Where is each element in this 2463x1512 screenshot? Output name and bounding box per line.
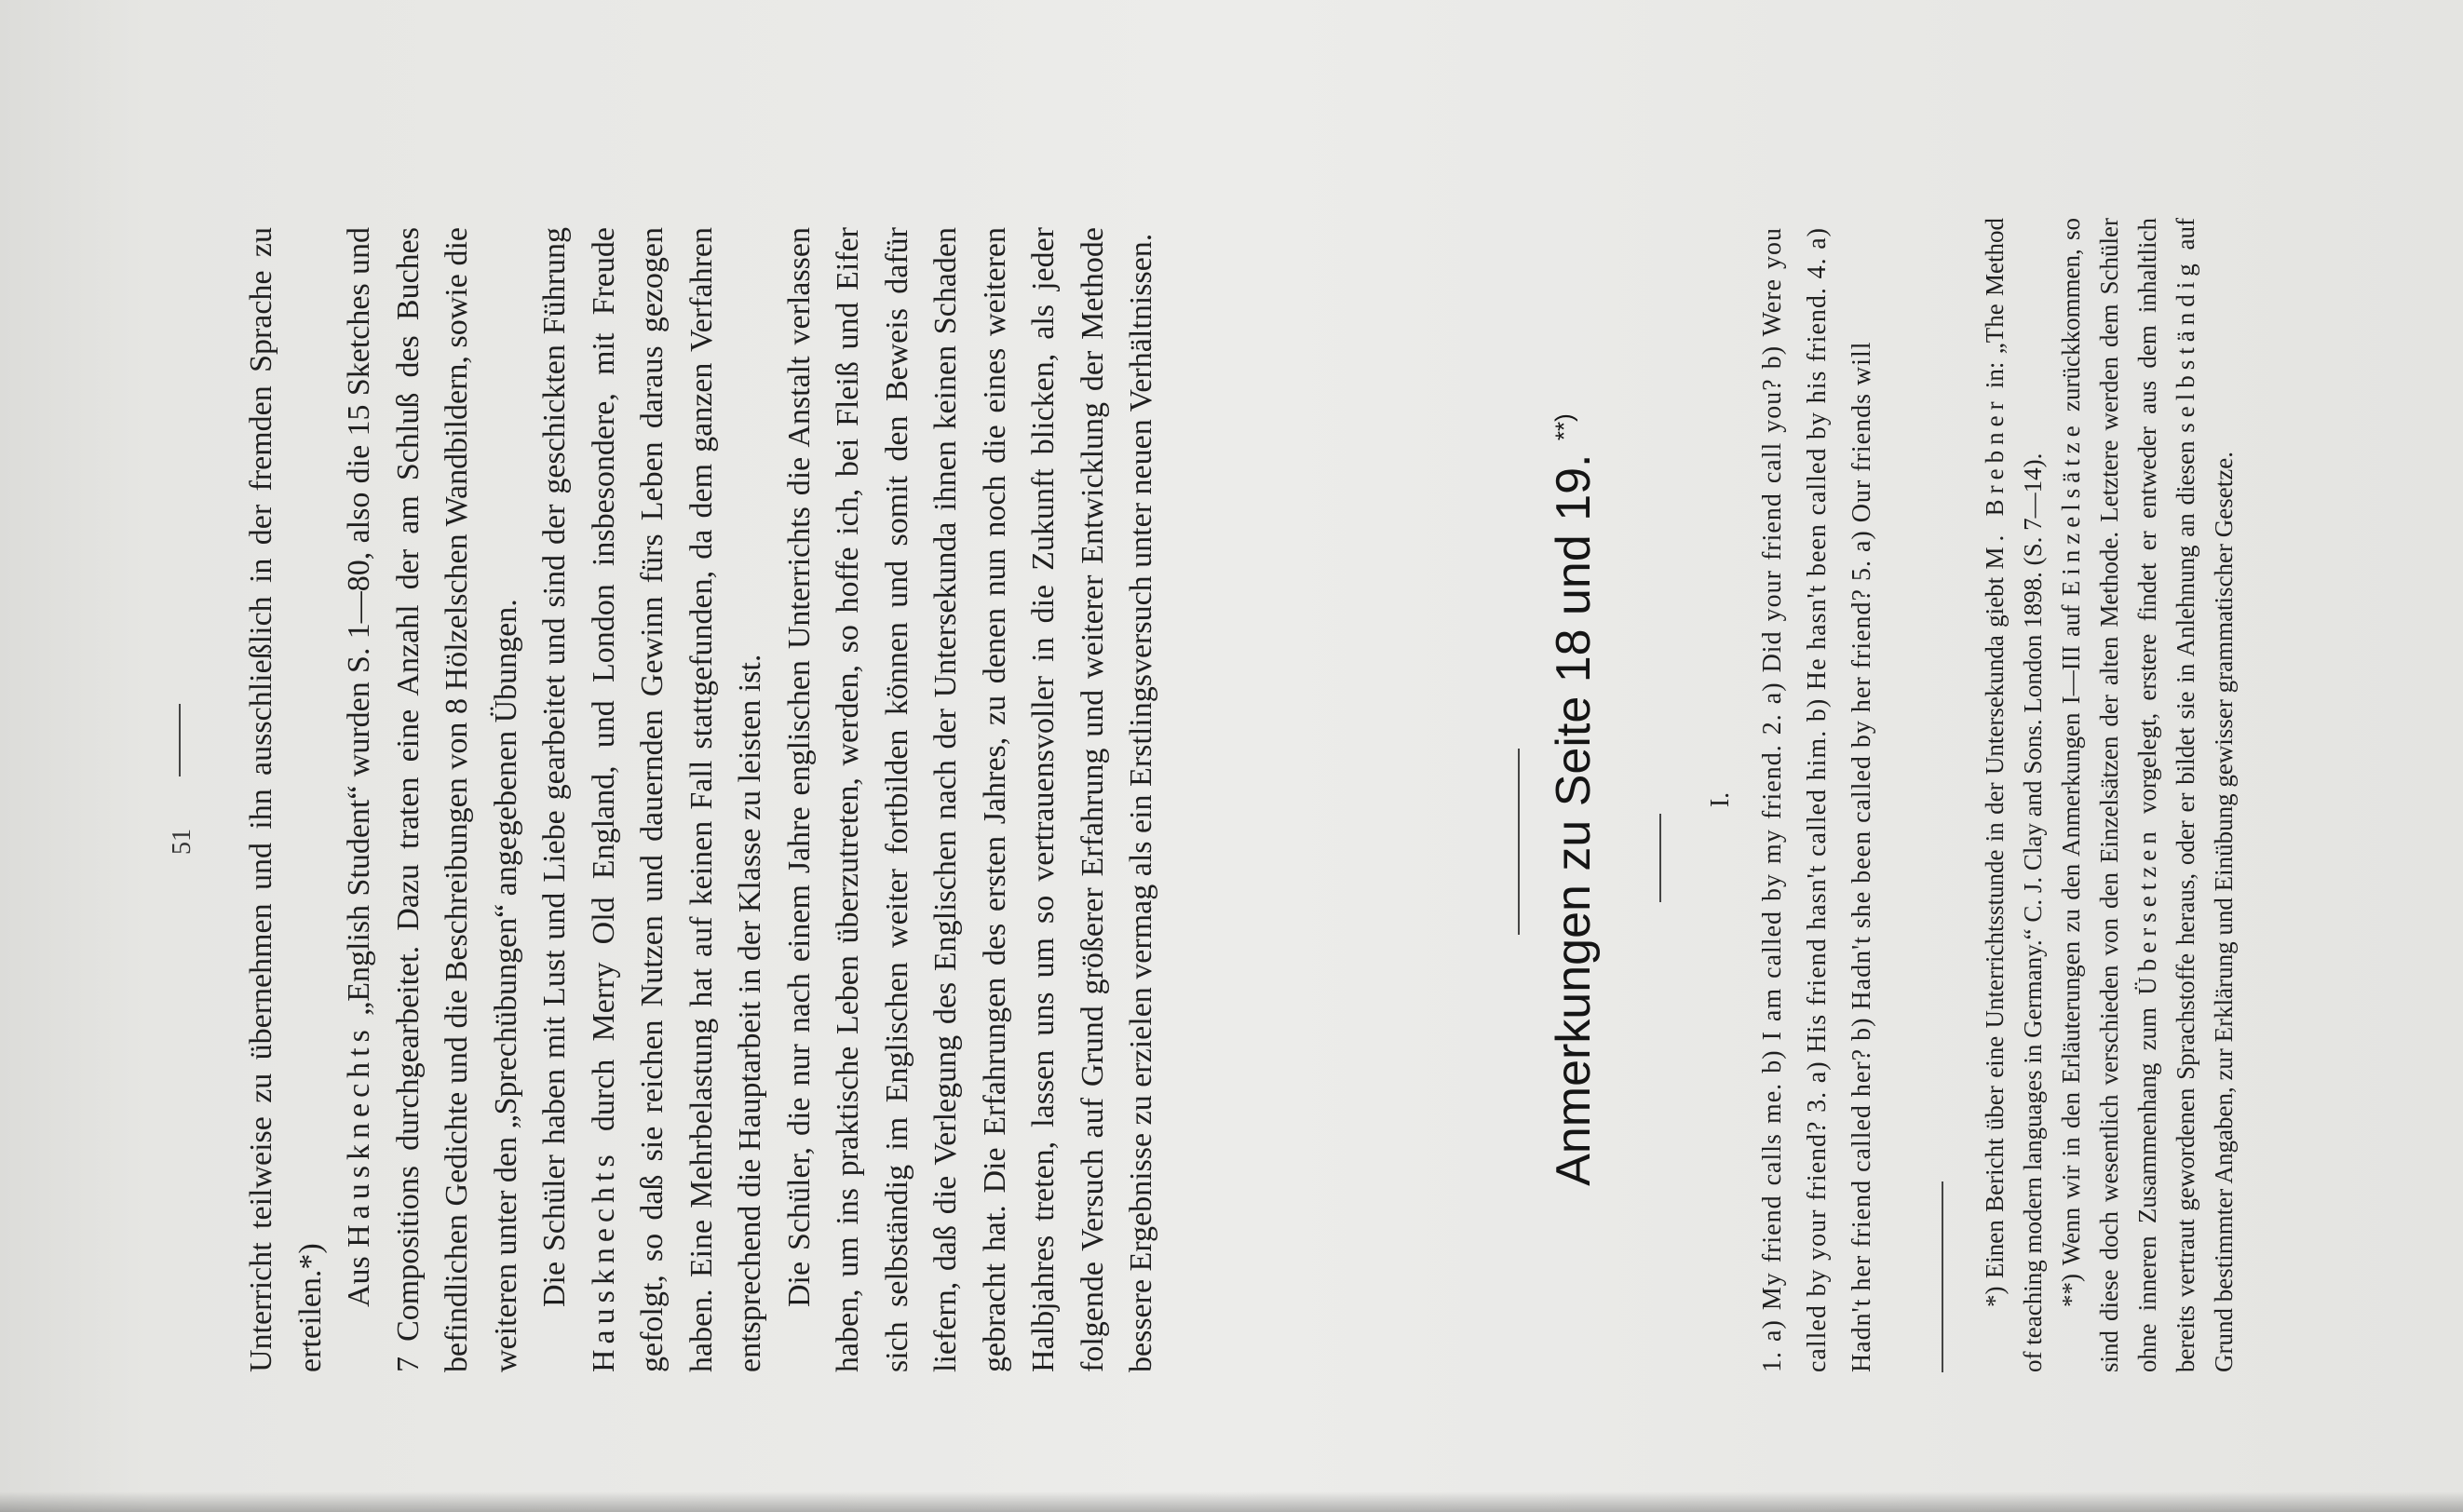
footnote-marker: **) xyxy=(1550,413,1578,441)
paragraph-1: Unterricht teilweise zu übernehmen und ihn ausschließlich in der fremden Sprache zu erteilen.*) xyxy=(244,227,328,1372)
rotated-page-content xyxy=(0,171,2384,1512)
section-heading-text: Anmerkungen zu Seite 18 und 19. xyxy=(1547,453,1601,1186)
section-heading xyxy=(1546,227,1602,1372)
spaced-term: selbständig xyxy=(2172,258,2199,433)
footnotes xyxy=(1976,218,2243,1372)
footnote-2-middle-2: vorgelegt, erstere findet er entweder aus dem inhaltlich bereits vertraut gewordenen Sprachstoffe heraus, oder er bildet sie in Anlehnung an diesen xyxy=(2133,217,2199,1372)
exercise-text: 1. a) My friend calls me. b) I am called by my friend. 2. a) Did your friend call you? b) Were you called by your friend? 3. a) His friend hasn't called him. b) He hasn't been called by his friend. 4. a) Hadn't her friend called her? b) Hadn't she been called by her friend? 5. a) Our friends will xyxy=(1758,227,1876,1372)
paragraph-2 xyxy=(335,227,531,1372)
main-text xyxy=(237,227,1167,1372)
paragraph-2-rest: „English Student“ wurden S. 1—80, also die 15 Sketches und 7 Compositions durchgearbeitet. Dazu traten eine Anzahl der am Schluß des Buches befindlichen Gedichte und die Beschreibungen von 8 Hölzelschen Wandbildern, sowie die weiteren unter den „Sprechübungen“ angegebenen Übungen. xyxy=(342,227,523,1372)
footnote-2-end: auf Grund bestimmter Angaben, zur Erklärung und Einübung gewisser grammatischer Gesetze. xyxy=(2172,217,2238,1372)
footnote-2-middle-1: zurückkommen, so sind diese doch wesentlich verschieden von den Einzelsätzen der alten Methode. Letztere werden dem Schüler ohne inneren Zusammenhang zum xyxy=(2057,217,2161,1372)
paragraph-3 xyxy=(531,227,776,1372)
paragraph-4: Die Schüler, die nur nach einem Jahre englischen Unterrichts die Anstalt verlassen haben, um ins praktische Leben überzutreten, werden, so hoffe ich, bei Fleiß und Eifer sich selbständig im Englischen weiter fortbilden können und somit den Beweis dafür liefern, daß die Verlegung des Englischen nach der Untersekunda ihnen keinen Schaden gebracht hat. Die Erfahrungen des ersten Jahres, zu denen nun noch die eines weiteren Halbjahres treten, lassen uns um so vertrauensvoller in die Zukunft blicken, als jeder folgende Versuch auf Grund größerer Erfahrung und weiterer Entwicklung der Methode bessere Ergebnisse zu erzielen vermag als ein Erstlingsversuch unter neuen Verhältnissen. xyxy=(781,227,1158,1372)
footnote-1-rest: in: „The Method of teaching modern languages in Germany.“ C. J. Clay and Sons. London 1898. (S. 7—14). xyxy=(1981,218,2047,1372)
author-name-spaced: Hausknechts xyxy=(342,1024,376,1248)
paragraph-3-rest: durch Merry Old England, und London insbesondere, mit Freude gefolgt, so daß sie reichen Nutzen und dauernden Gewinn fürs Leben daraus gezogen haben. Eine Mehrbelastung hat auf keinen Fall stattgefunden, da dem ganzen Verfahren entsprechend die Hauptarbeit in der Klasse zu leisten ist. xyxy=(586,227,767,1372)
section-number: I. xyxy=(1706,791,1735,808)
page-number: 51 xyxy=(168,829,196,855)
section-divider xyxy=(1518,749,1520,935)
author-name-spaced: Hausknechts xyxy=(586,1149,621,1372)
short-divider xyxy=(1659,814,1661,902)
footnote-rule xyxy=(1942,1181,1943,1372)
scan-edge-shadow xyxy=(0,1492,2463,1512)
footnote-1-lead: *) Einen Bericht über eine Unterrichtsstunde in der Untersekunda giebt xyxy=(1981,576,2009,1307)
paragraph-3-lead: Die Schüler haben mit Lust und Liebe gearbeitet und sind der geschickten Führung xyxy=(537,227,572,1307)
footnote-2 xyxy=(2052,218,2243,1372)
paragraph-2-lead: Aus xyxy=(342,1256,376,1307)
spaced-term: Einzelsätze xyxy=(2057,420,2085,597)
footnote-author-spaced: M. Brebner xyxy=(1981,396,2009,570)
page-number-rule xyxy=(179,704,181,776)
footnote-2-lead: **) Wenn wir in den Erläuterungen zu den Anmerkungen I—III auf xyxy=(2057,604,2085,1307)
footnote-1 xyxy=(1976,218,2052,1372)
spaced-term: Übersetzen xyxy=(2133,826,2161,995)
